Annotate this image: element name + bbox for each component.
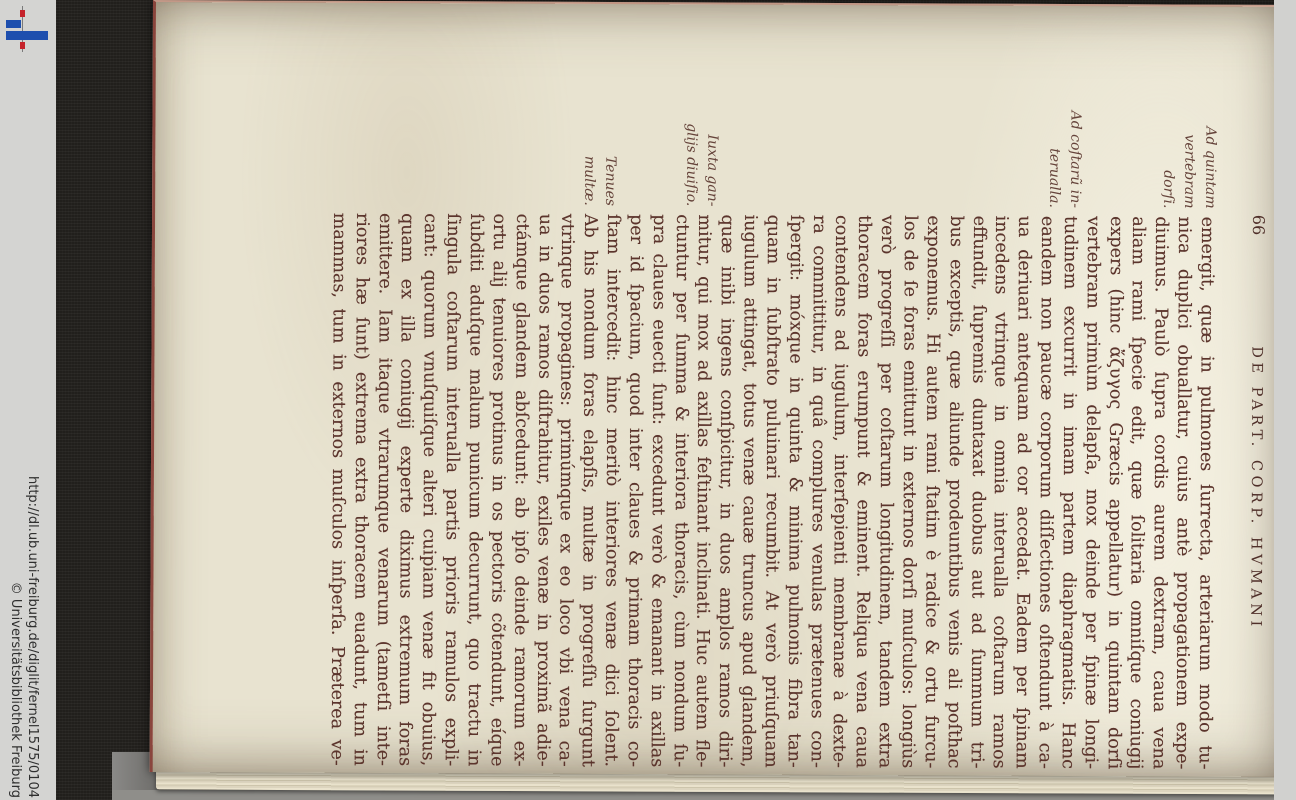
body-text-line: ua in duos ramos diſtrahitur, exiles venæ in proximã adie-	[532, 213, 555, 767]
running-header: DE PART. CORP. HVMANI	[1247, 346, 1265, 631]
frame-captions	[7, 393, 41, 798]
body-text-line: quæ inibi ingens conſpicitur, in duos amplos ramos diri-	[714, 214, 738, 768]
body-text-line: vertebram primùm delapſa, mox deinde per ſpinæ longi-	[1080, 216, 1103, 770]
viewer-right-bar	[1274, 0, 1296, 800]
margin-note	[1157, 10, 1221, 208]
source-url-label: http://dl.ub.uni-freiburg.de/diglit/fernel1575/0104	[25, 476, 40, 798]
body-text-line: emergit, quæ in pulmones ſurrecta, arteriarum modo tu-	[1194, 216, 1218, 770]
body-text-line: quam in ſubſtrato puluinari recumbit. At verò priuſquam	[760, 214, 784, 768]
logo-red-top-block	[20, 10, 25, 17]
body-text-line: per id ſpacium, quod inter claues & primam thoracis co-	[623, 214, 646, 768]
body-text-line: eandem non paucæ corporum diſſectiones oſtendunt à ca-	[1034, 215, 1058, 769]
margin-note-line: Ad coſtarũ in-	[1067, 110, 1084, 209]
book-page	[150, 0, 1296, 777]
margin-note	[1043, 10, 1086, 208]
scan-photo-background	[56, 0, 1274, 800]
body-text-line: pra claues euecti ſunt: excedunt verò & emanant in axillas	[646, 214, 669, 768]
margin-note-line: terualla.	[1046, 148, 1063, 208]
body-text-line: ua deriuari antequam ad cor accedat. Eadem per ſpinam	[1011, 215, 1035, 769]
ub-freiburg-logo	[0, 0, 56, 60]
body-text-line: Ab his nondum foras elapſis, multæ in progreſſu ſurgunt	[577, 213, 601, 767]
body-text-line: diuimus. Paulò ſupra cordis aurem dextram, caua vena	[1148, 216, 1172, 770]
body-text-line: emittere. Iam itaque vtrarumque venarum (tametſi inte-	[372, 212, 395, 767]
body-text-line: expers (hinc ἄζυγος Græcis appellatur) in quintam dorſi	[1103, 216, 1126, 770]
body-text-line: thoracem foras erumpunt & eminent. Reliqua vena caua	[852, 215, 875, 769]
body-text-line: verò progreſſi per coſtarum longitudinem, tandem extra	[874, 215, 898, 769]
body-text-line: ctuntur per ſumma & interiora thoracis, cùm nondum ſu-	[669, 214, 692, 768]
body-text-line: contendens ad iugulum, interſepienti membranæ à dexte-	[829, 214, 852, 769]
page-header-row	[1247, 215, 1268, 768]
margin-note-line: Ad quintam	[1202, 126, 1219, 209]
margin-note-line: vertebram	[1181, 134, 1198, 209]
body-text-line: ſingula coſtarum interualla partis prioris ramulos expli-	[440, 213, 464, 767]
logo-blue-long-bar	[6, 31, 48, 40]
body-text-line: tudinem excurrit in imam partem diaphragmatis. Hanc	[1057, 215, 1081, 770]
copyright-label: © Universitätsbibliothek Freiburg	[8, 581, 23, 798]
page-number: 66	[1248, 214, 1269, 236]
logo-red-bottom-block	[20, 42, 25, 49]
body-text-line: effundit, ſupremis duntaxat duobus aut ad ſummum tri-	[966, 215, 989, 769]
margin-note-line: dorſi.	[1160, 170, 1177, 209]
body-text-line: ra committitur, in quâ complures venulas prætenues con-	[806, 214, 829, 768]
body-text-line: vtrinque propagines: primúmque ex eo loco vbi vena ca-	[555, 213, 578, 767]
viewer-left-bar	[0, 0, 56, 800]
margin-note-line: multæ.	[581, 155, 598, 206]
body-text-line: bus exceptis, quæ aliunde prodeuntibus venis ali poſthac	[943, 215, 966, 769]
body-text-line: cant: quorum vnuſquiſque alteri cuipiam venæ fit obuius,	[417, 213, 441, 767]
body-text-line: ortu alij tenuiores protinus in os pectoris cõtendunt, eíque	[486, 213, 509, 767]
body-text-line: mitur, qui mox ad axillas feſtinant inclinati. Huc autem fle-	[692, 214, 715, 768]
body-text-line: ſubditi aduſque malum punicum decurrunt, quo tractu in	[463, 213, 487, 767]
margin-note	[578, 8, 621, 206]
body-text-line: los de ſe foras emittunt in externos dorſi muſculos: longiùs	[897, 215, 921, 769]
body-text-line: ſpergit: móxque in quinta & minima pulmonis fibra tan-	[783, 214, 806, 768]
body-text-line: riores hæ ſunt) extrema extra thoracem euadunt, tum in	[349, 212, 372, 766]
body-text-line: aliam rami ſpecie edit, quæ ſolitaria omniſque coniugij	[1126, 216, 1149, 770]
body-text-line: quam ex illa coniugij experte diximus extremum foras	[395, 213, 418, 767]
margin-note-line: Tenues	[602, 155, 619, 207]
logo-blue-short-bar	[6, 20, 21, 28]
margin-note-line: Iuxta gan-	[704, 134, 721, 207]
body-text-line: ſtam intercedit: hinc meritò interiores venæ dici ſolent.	[600, 213, 624, 768]
margin-note	[680, 8, 723, 206]
body-text-line: exponemus. Hi autem rami ſtatim è radice & ortu furcu-	[920, 215, 943, 769]
body-text-line: incedens vtrinque in omnia interualla coſtarum ramos	[989, 215, 1012, 769]
body-text-line: iugulum attingat, totus venæ cauæ truncus apud glandem,	[737, 214, 761, 768]
margin-note-line: glijs diuiſio.	[683, 123, 700, 207]
body-text-line: nica duplici obuallatur, cuius antè propagationem expe-	[1171, 216, 1195, 770]
body-text-block	[325, 213, 1218, 770]
body-text-line: ctámque glandem abſcedunt: ab ipſo deinde ramorum ex-	[509, 213, 532, 767]
body-text-line: mammas, tum in externos muſculos inſperſa. Præterea ve-	[326, 212, 350, 766]
